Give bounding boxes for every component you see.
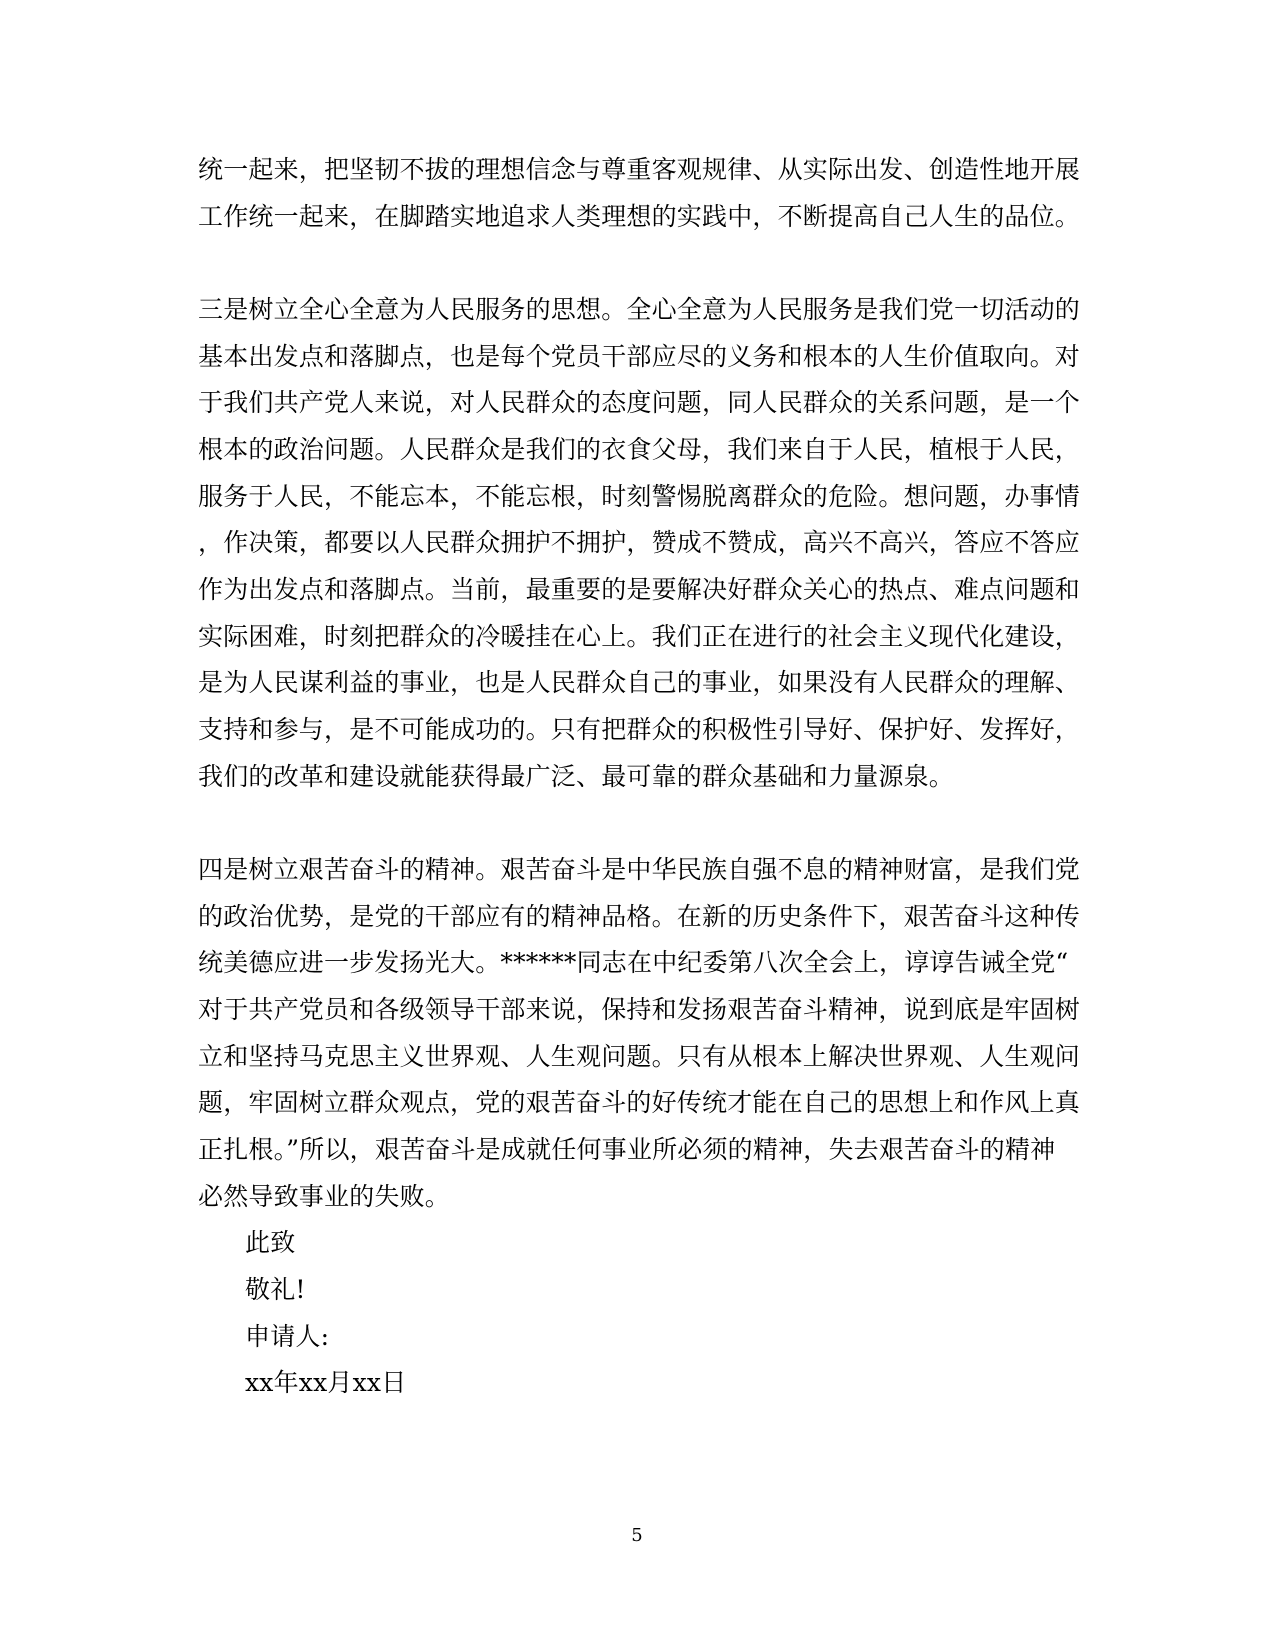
paragraph-line: 是为人民谋利益的事业，也是人民群众自己的事业，如果没有人民群众的理解、 [198,668,1081,697]
paragraph-line: 服务于人民，不能忘本，不能忘根，时刻警惕脱离群众的危险。想问题，办事情 [198,482,1081,511]
paragraph-line: 我们的改革和建设就能获得最广泛、最可靠的群众基础和力量源泉。 [198,762,955,791]
paragraph-line: ，作决策，都要以人民群众拥护不拥护，赞成不赞成，高兴不高兴，答应不答应 [198,528,1081,557]
paragraph-line: 统美德应进一步发扬光大。******同志在中纪委第八次全会上，谆谆告诫全党“ [198,948,1069,977]
paragraph-line: 统一起来，把坚韧不拔的理想信念与尊重客观规律、从实际出发、创造性地开展 [198,155,1081,184]
closing-greeting: 此致 [245,1228,296,1257]
paragraph-line: 的政治优势，是党的干部应有的精神品格。在新的历史条件下，艰苦奋斗这种传 [198,902,1081,931]
paragraph-line: 支持和参与，是不可能成功的。只有把群众的积极性引导好、保护好、发挥好， [198,715,1081,744]
closing-salute: 敬礼! [245,1275,306,1304]
paragraph-line: 对于共产党员和各级领导干部来说，保持和发扬艰苦奋斗精神，说到底是牢固树 [198,995,1081,1024]
paragraph-line: 四是树立艰苦奋斗的精神。艰苦奋斗是中华民族自强不息的精神财富，是我们党 [198,855,1081,884]
applicant-label: 申请人: [245,1322,330,1351]
paragraph-line: 三是树立全心全意为人民服务的思想。全心全意为人民服务是我们党一切活动的 [198,295,1081,324]
paragraph-line: 必然导致事业的失败。 [198,1182,451,1211]
paragraph-line: 工作统一起来，在脚踏实地追求人类理想的实践中，不断提高自己人生的品位。 [198,202,1081,231]
date-line: xx年xx月xx日 [245,1368,407,1397]
paragraph-line: 正扎根。”所以，艰苦奋斗是成就任何事业所必须的精神，失去艰苦奋斗的精神 [198,1135,1056,1164]
page-number: 5 [631,1525,643,1546]
paragraph-line: 基本出发点和落脚点，也是每个党员干部应尽的义务和根本的人生价值取向。对 [198,342,1081,371]
paragraph-line: 实际困难，时刻把群众的冷暖挂在心上。我们正在进行的社会主义现代化建设， [198,622,1081,651]
paragraph-line: 于我们共产党人来说，对人民群众的态度问题，同人民群众的关系问题，是一个 [198,388,1081,417]
paragraph-line: 作为出发点和落脚点。当前，最重要的是要解决好群众关心的热点、难点问题和 [198,575,1081,604]
paragraph-line: 题，牢固树立群众观点，党的艰苦奋斗的好传统才能在自己的思想上和作风上真 [198,1088,1081,1117]
paragraph-line: 立和坚持马克思主义世界观、人生观问题。只有从根本上解决世界观、人生观问 [198,1042,1081,1071]
paragraph-line: 根本的政治问题。人民群众是我们的衣食父母，我们来自于人民，植根于人民， [198,435,1081,464]
